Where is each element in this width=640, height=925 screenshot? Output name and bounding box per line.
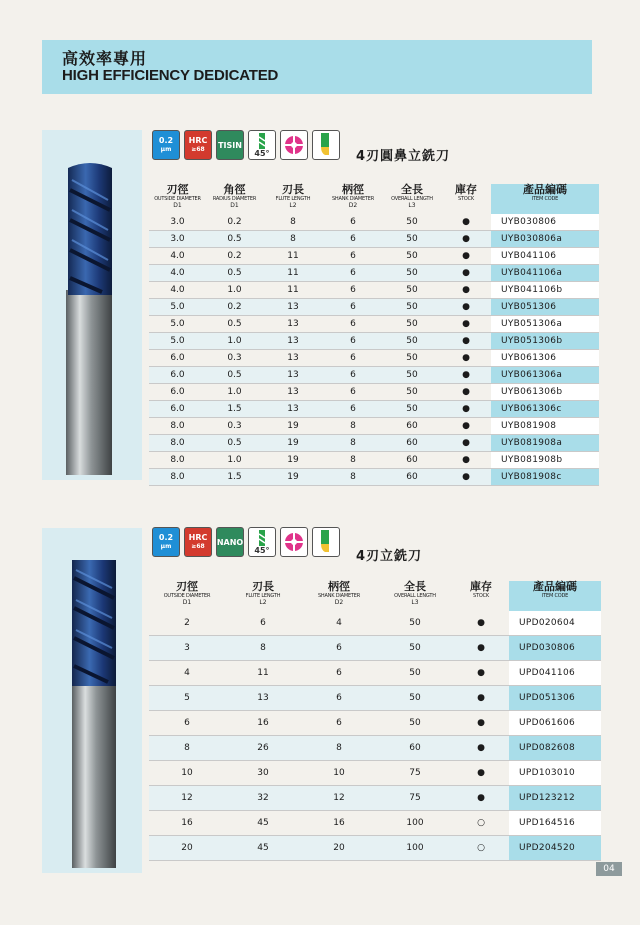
- table-cell: 50: [383, 231, 441, 248]
- table-cell: 1.0: [206, 384, 263, 401]
- table-cell: 19: [263, 435, 323, 452]
- table-cell: 6: [323, 316, 383, 333]
- table-row: [149, 836, 601, 861]
- table-cell: 13: [263, 350, 323, 367]
- table-cell: 6: [323, 350, 383, 367]
- stock-cell: ●: [441, 316, 491, 333]
- series-title-1: 4刃圓鼻立銑刀: [356, 149, 451, 164]
- stock-cell: ●: [441, 452, 491, 469]
- item-code-cell: UYB081908a: [491, 435, 599, 452]
- table-cell: 8.0: [149, 469, 206, 486]
- stock-cell: ●: [453, 736, 509, 761]
- table-row: [149, 214, 599, 231]
- table-cell: 4: [149, 661, 225, 686]
- table-row: [149, 452, 599, 469]
- icon-label-top: HRC: [188, 136, 208, 145]
- table-cell: 5: [149, 686, 225, 711]
- column-header-symbol: L3: [408, 202, 416, 209]
- column-header-cn: 庫存: [470, 580, 492, 593]
- table-row: [149, 661, 601, 686]
- profile-icon: [312, 130, 340, 160]
- table-row: [149, 333, 599, 350]
- column-header-en: FLUTE LENGTH: [275, 196, 311, 202]
- table-row: [149, 282, 599, 299]
- table-cell: 8: [149, 736, 225, 761]
- item-code-cell: UPD051306: [509, 686, 601, 711]
- table-cell: 13: [225, 686, 301, 711]
- column-header-en: ITEM CODE: [531, 196, 559, 202]
- column-header-en: ITEM CODE: [541, 593, 569, 599]
- table-cell: 50: [383, 265, 441, 282]
- table-cell: 8: [323, 469, 383, 486]
- table-cell: 50: [383, 214, 441, 231]
- hrc-icon: [184, 527, 212, 557]
- column-header-cn: 柄徑: [342, 183, 364, 196]
- icon-label-top: HRC: [188, 533, 208, 542]
- column-header-symbol: L2: [289, 202, 297, 209]
- feature-icons-row-1: [152, 130, 340, 162]
- table-cell: 50: [377, 661, 453, 686]
- table-cell: 12: [301, 786, 377, 811]
- column-header: [491, 184, 599, 214]
- stock-cell: ●: [441, 282, 491, 299]
- coating-icon: [216, 527, 244, 557]
- item-code-cell: UYB081908b: [491, 452, 599, 469]
- table-cell: 20: [301, 836, 377, 861]
- column-header-symbol: D2: [334, 599, 344, 606]
- table-cell: 4.0: [149, 282, 206, 299]
- icon-label-top: 45°: [254, 148, 270, 158]
- table-cell: 6: [323, 282, 383, 299]
- table-row: [149, 786, 601, 811]
- column-header-symbol: L2: [259, 599, 267, 606]
- column-header-en: OUTSIDE DIAMETER: [163, 593, 211, 599]
- item-code-cell: UYB081908: [491, 418, 599, 435]
- column-header-cn: 刃徑: [166, 183, 189, 196]
- table-cell: 1.5: [206, 401, 263, 418]
- tool-shank: [66, 290, 112, 475]
- table-cell: 6: [323, 231, 383, 248]
- feature-icons-row-2: [152, 527, 340, 559]
- table-cell: 6: [301, 661, 377, 686]
- table-cell: 6.0: [149, 401, 206, 418]
- stock-cell: ●: [453, 786, 509, 811]
- coating-icon: [216, 130, 244, 160]
- item-code-cell: UPD123212: [509, 786, 601, 811]
- table-cell: 75: [377, 786, 453, 811]
- tool-image-corner-radius: [42, 130, 142, 480]
- stock-cell: ●: [453, 611, 509, 636]
- item-code-cell: UYB061306b: [491, 384, 599, 401]
- item-code-cell: UYB051306a: [491, 316, 599, 333]
- table-cell: 5.0: [149, 299, 206, 316]
- table-cell: 50: [383, 333, 441, 350]
- table-cell: 11: [263, 265, 323, 282]
- table-cell: 5.0: [149, 316, 206, 333]
- table-cell: 4.0: [149, 248, 206, 265]
- header-title-en: HIGH EFFICIENCY DEDICATED: [62, 67, 279, 84]
- table-cell: 8: [225, 636, 301, 661]
- table-cell: 1.0: [206, 452, 263, 469]
- table-cell: 8.0: [149, 418, 206, 435]
- item-code-cell: UPD061606: [509, 711, 601, 736]
- table-cell: 0.5: [206, 435, 263, 452]
- spec-table-end-mill: [149, 581, 601, 861]
- column-header-cn: 刃徑: [176, 580, 198, 593]
- table-cell: 0.2: [206, 214, 263, 231]
- item-code-cell: UYB061306a: [491, 367, 599, 384]
- stock-cell: ●: [441, 367, 491, 384]
- column-header-en: STOCK: [458, 196, 474, 202]
- item-code-cell: UPD020604: [509, 611, 601, 636]
- table-cell: 0.5: [206, 316, 263, 333]
- table-cell: 45: [225, 836, 301, 861]
- stock-cell: ●: [441, 350, 491, 367]
- stock-cell: ●: [453, 661, 509, 686]
- table-row: [149, 711, 601, 736]
- table-cell: 4.0: [149, 265, 206, 282]
- table-cell: 0.2: [206, 299, 263, 316]
- table-cell: 6: [323, 265, 383, 282]
- table-cell: 50: [383, 282, 441, 299]
- table-cell: 1.0: [206, 333, 263, 350]
- table-cell: 8: [323, 435, 383, 452]
- table-cell: 6.0: [149, 384, 206, 401]
- icon-label-top: 45°: [254, 545, 270, 555]
- table-cell: 100: [377, 811, 453, 836]
- icon-label-bottom: μm: [160, 146, 172, 153]
- table-cell: 8.0: [149, 452, 206, 469]
- table-cell: 6: [323, 248, 383, 265]
- table-cell: 50: [383, 299, 441, 316]
- column-header-symbol: D1: [182, 599, 192, 606]
- stock-cell: ●: [441, 333, 491, 350]
- table-cell: 11: [263, 248, 323, 265]
- table-cell: 13: [263, 299, 323, 316]
- column-header-en: RADIUS DIAMETER: [212, 196, 257, 202]
- column-header-en: SHANK DIAMETER: [317, 593, 361, 599]
- helix-icon: [248, 527, 276, 557]
- icon-label-bottom: ≥68: [191, 543, 205, 550]
- column-header-symbol: D2: [348, 202, 358, 209]
- item-code-cell: UYB061306c: [491, 401, 599, 418]
- micron-icon: [152, 527, 180, 557]
- table-cell: 50: [383, 401, 441, 418]
- table-row: [149, 367, 599, 384]
- item-code-cell: UPD030806: [509, 636, 601, 661]
- column-header: [149, 581, 225, 611]
- column-header: [323, 184, 383, 214]
- table-row: [149, 231, 599, 248]
- stock-cell: ●: [453, 636, 509, 661]
- stock-cell: ●: [453, 686, 509, 711]
- stock-cell: ●: [441, 418, 491, 435]
- item-code-cell: UPD204520: [509, 836, 601, 861]
- table-cell: 19: [263, 452, 323, 469]
- stock-cell: ●: [441, 384, 491, 401]
- table-row: [149, 469, 599, 486]
- stock-cell: ●: [441, 435, 491, 452]
- flute-icon: [280, 527, 308, 557]
- tool-image-end-mill: [42, 528, 142, 873]
- table-cell: 6: [301, 711, 377, 736]
- icon-label-top: 0.2: [158, 533, 174, 542]
- table-cell: 30: [225, 761, 301, 786]
- table-cell: 6: [323, 214, 383, 231]
- table-row: [149, 811, 601, 836]
- table-cell: 20: [149, 836, 225, 861]
- column-header-cn: 產品編碼: [533, 580, 577, 593]
- table-cell: 6.0: [149, 367, 206, 384]
- table-cell: 8: [323, 452, 383, 469]
- item-code-cell: UYB051306: [491, 299, 599, 316]
- table-cell: 6: [323, 333, 383, 350]
- table-cell: 50: [377, 636, 453, 661]
- table-row: [149, 350, 599, 367]
- table-cell: 16: [301, 811, 377, 836]
- table-row: [149, 686, 601, 711]
- column-header-symbol: D1: [173, 202, 182, 209]
- column-header: [225, 581, 301, 611]
- micron-icon: [152, 130, 180, 160]
- table-cell: 60: [383, 418, 441, 435]
- spec-table-corner-radius: [149, 184, 599, 486]
- table-row: [149, 316, 599, 333]
- table-cell: 11: [225, 661, 301, 686]
- table-cell: 3.0: [149, 231, 206, 248]
- table-cell: 50: [377, 711, 453, 736]
- icon-label-top: NANO: [216, 537, 244, 547]
- column-header: [206, 184, 263, 214]
- flute-icon: [280, 130, 308, 160]
- item-code-cell: UYB041106b: [491, 282, 599, 299]
- item-code-cell: UYB030806a: [491, 231, 599, 248]
- column-header: [301, 581, 377, 611]
- table-cell: 6.0: [149, 350, 206, 367]
- table-cell: 26: [225, 736, 301, 761]
- table-cell: 60: [383, 452, 441, 469]
- stock-cell: ●: [441, 214, 491, 231]
- table-cell: 6: [225, 611, 301, 636]
- column-header: [441, 184, 491, 214]
- table-cell: 8: [263, 231, 323, 248]
- tool-shank: [72, 678, 116, 868]
- table-cell: 10: [301, 761, 377, 786]
- helix-icon: [248, 130, 276, 160]
- table-cell: 6: [323, 299, 383, 316]
- stock-cell: ●: [453, 711, 509, 736]
- column-header-en: FLUTE LENGTH: [245, 593, 281, 599]
- table-cell: 0.3: [206, 350, 263, 367]
- table-cell: 6: [323, 401, 383, 418]
- table-cell: 0.5: [206, 231, 263, 248]
- table-cell: 32: [225, 786, 301, 811]
- item-code-cell: UYB041106: [491, 248, 599, 265]
- column-header-en: OVERALL LENGTH: [391, 196, 433, 202]
- table-row: [149, 418, 599, 435]
- table-cell: 12: [149, 786, 225, 811]
- table-cell: 13: [263, 384, 323, 401]
- table-row: [149, 384, 599, 401]
- column-header-cn: 柄徑: [328, 580, 350, 593]
- page-number: 04: [596, 862, 622, 876]
- column-header: [509, 581, 601, 611]
- table-cell: 0.2: [206, 248, 263, 265]
- item-code-cell: UYB051306b: [491, 333, 599, 350]
- column-header-cn: 角徑: [223, 183, 246, 196]
- table-cell: 45: [225, 811, 301, 836]
- table-cell: 1.0: [206, 282, 263, 299]
- stock-cell: ●: [453, 761, 509, 786]
- table-cell: 50: [383, 384, 441, 401]
- column-header-cn: 庫存: [455, 183, 477, 196]
- item-code-cell: UPD164516: [509, 811, 601, 836]
- table-cell: 60: [383, 469, 441, 486]
- table-row: [149, 611, 601, 636]
- table-row: [149, 435, 599, 452]
- item-code-cell: UYB081908c: [491, 469, 599, 486]
- item-code-cell: UPD041106: [509, 661, 601, 686]
- column-header-cn: 刃長: [252, 580, 274, 593]
- stock-cell: ●: [441, 248, 491, 265]
- table-cell: 8.0: [149, 435, 206, 452]
- icon-label-top: 0.2: [158, 136, 174, 145]
- table-row: [149, 761, 601, 786]
- column-header: [453, 581, 509, 611]
- column-header-en: OUTSIDE DIAMETER: [154, 196, 201, 202]
- table-cell: 5.0: [149, 333, 206, 350]
- table-cell: 13: [263, 367, 323, 384]
- stock-cell: ●: [441, 469, 491, 486]
- table-cell: 11: [263, 282, 323, 299]
- table-cell: 8: [301, 736, 377, 761]
- table-cell: 3: [149, 636, 225, 661]
- item-code-cell: UYB030806: [491, 214, 599, 231]
- table-cell: 10: [149, 761, 225, 786]
- table-cell: 75: [377, 761, 453, 786]
- column-header-symbol: L3: [411, 599, 419, 606]
- column-header-en: STOCK: [473, 593, 489, 599]
- table-row: [149, 636, 601, 661]
- column-header-cn: 全長: [404, 580, 426, 593]
- column-header: [263, 184, 323, 214]
- table-cell: 13: [263, 316, 323, 333]
- table-cell: 19: [263, 418, 323, 435]
- stock-cell: ●: [441, 265, 491, 282]
- icon-label-bottom: μm: [160, 543, 172, 550]
- stock-cell: ●: [441, 401, 491, 418]
- table-cell: 50: [383, 367, 441, 384]
- table-cell: 0.5: [206, 265, 263, 282]
- table-cell: 60: [377, 736, 453, 761]
- series-title-2: 4刃立銑刀: [356, 549, 423, 564]
- table-cell: 8: [263, 214, 323, 231]
- table-cell: 0.5: [206, 367, 263, 384]
- table-cell: 6: [323, 384, 383, 401]
- table-cell: 100: [377, 836, 453, 861]
- table-cell: 50: [377, 611, 453, 636]
- column-header-en: OVERALL LENGTH: [394, 593, 436, 599]
- table-cell: 0.3: [206, 418, 263, 435]
- column-header-cn: 全長: [401, 183, 423, 196]
- table-row: [149, 299, 599, 316]
- column-header-cn: 產品編碼: [523, 183, 567, 196]
- table-cell: 2: [149, 611, 225, 636]
- column-header: [377, 581, 453, 611]
- table-row: [149, 736, 601, 761]
- table-cell: 6: [323, 367, 383, 384]
- stock-cell: ●: [441, 299, 491, 316]
- table-cell: 6: [301, 636, 377, 661]
- column-header-symbol: D1: [230, 202, 239, 209]
- column-header: [149, 184, 206, 214]
- table-cell: 50: [383, 316, 441, 333]
- column-header: [383, 184, 441, 214]
- table-cell: 13: [263, 401, 323, 418]
- icon-label-top: TISIN: [218, 140, 242, 150]
- table-row: [149, 265, 599, 282]
- table-cell: 13: [263, 333, 323, 350]
- table-cell: 60: [383, 435, 441, 452]
- column-header-cn: 刃長: [282, 183, 304, 196]
- table-row: [149, 401, 599, 418]
- table-cell: 3.0: [149, 214, 206, 231]
- table-cell: 6: [149, 711, 225, 736]
- table-cell: 16: [149, 811, 225, 836]
- section-header: [42, 40, 592, 94]
- profile-icon: [312, 527, 340, 557]
- table-cell: 50: [377, 686, 453, 711]
- stock-cell: ○: [453, 811, 509, 836]
- table-row: [149, 248, 599, 265]
- stock-cell: ○: [453, 836, 509, 861]
- item-code-cell: UPD103010: [509, 761, 601, 786]
- column-header-en: SHANK DIAMETER: [331, 196, 375, 202]
- table-cell: 50: [383, 350, 441, 367]
- table-cell: 8: [323, 418, 383, 435]
- hrc-icon: [184, 130, 212, 160]
- table-cell: 1.5: [206, 469, 263, 486]
- item-code-cell: UYB061306: [491, 350, 599, 367]
- table-cell: 16: [225, 711, 301, 736]
- table-cell: 6: [301, 686, 377, 711]
- header-title-cn: 高效率專用: [62, 49, 148, 68]
- item-code-cell: UYB041106a: [491, 265, 599, 282]
- table-cell: 4: [301, 611, 377, 636]
- icon-label-bottom: ≥68: [191, 146, 205, 153]
- stock-cell: ●: [441, 231, 491, 248]
- table-cell: 19: [263, 469, 323, 486]
- item-code-cell: UPD082608: [509, 736, 601, 761]
- table-cell: 50: [383, 248, 441, 265]
